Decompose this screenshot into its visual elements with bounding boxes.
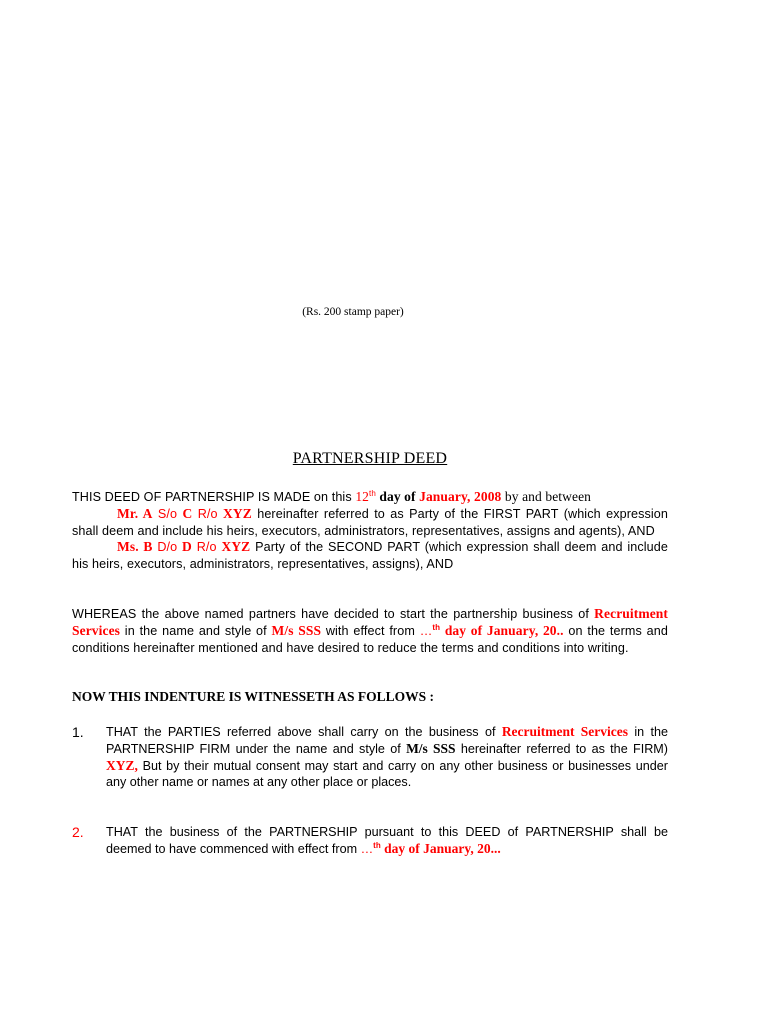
para2-firm: M/s SSS (271, 622, 322, 638)
party2-name: Ms. B (117, 539, 153, 555)
item1-number: 1. (72, 724, 84, 740)
para2-business: Recruitment Services (72, 606, 668, 638)
party1-name: Mr. A (117, 505, 153, 521)
para2-mid: in the name and style of (120, 623, 272, 638)
item2-number: 2. (72, 824, 84, 840)
party2-do: D/o (152, 540, 183, 555)
item1-text-b: in the PARTNERSHIP FIRM under the name and style of (106, 725, 669, 756)
party1-rest: hereinafter referred to as Party of the FIRST PART (which expression shall deem and include his heirs, executors, administrators, representatives, assigns and agents), AND (72, 506, 668, 538)
page-title: PARTNERSHIP DEED (292, 450, 448, 467)
item1-business: Recruitment Services (501, 724, 628, 739)
item2-th: th (373, 840, 381, 850)
item2-dots: … (360, 841, 374, 856)
item1-text-a: THAT the PARTIES referred above shall carry on the business of (106, 725, 502, 739)
para2-effect: with effect from (321, 623, 420, 638)
para1-intro: THIS DEED OF PARTNERSHIP IS MADE on this (72, 490, 356, 504)
party2-xyz: XYZ (221, 539, 251, 555)
para2-day-of: day of January, 20.. (440, 622, 564, 638)
list-item (72, 824, 668, 858)
witness-heading: NOW THIS INDENTURE IS WITNESSETH AS FOLLOWS : (72, 689, 434, 704)
party1-xyz: XYZ (223, 505, 252, 521)
para2-dots: … (419, 623, 433, 638)
list-item (72, 724, 668, 791)
item2-text-a: THAT the business of the PARTNERSHIP pursuant to this DEED of PARTNERSHIP shall be deemed to have commenced with effect from (106, 825, 668, 856)
item2-day: day of January, 20... (380, 840, 501, 856)
para1-date: January, 2008 (419, 489, 502, 504)
party2-ro: R/o (191, 540, 222, 555)
party1-ro: R/o (192, 506, 224, 521)
para1-day-of: day of (375, 489, 420, 504)
party2-rest: Party of the SECOND PART (which expression shall deem and include his heirs, executors, administrators, representatives, assigns), AND (72, 540, 668, 572)
party2-d: D (182, 539, 192, 555)
para2-rest: on the terms and conditions hereinafter mentioned and have desired to reduce the terms and conditions into writing. (72, 623, 668, 655)
para2-th: th (432, 622, 441, 632)
para1-day: 12 (355, 489, 370, 504)
deed-opening-paragraph (72, 489, 668, 573)
para1-by-between: by and between (501, 489, 592, 504)
item1-firm: M/s SSS (406, 740, 456, 756)
item1-xyz: XYZ, (106, 757, 138, 773)
item1-text-d: But by their mutual consent may start and carry on any other business or businesses under any other name or names at any other place or places. (106, 758, 668, 790)
para2-intro: WHEREAS the above named partners have decided to start the partnership business of (72, 607, 595, 621)
stamp-paper-note: (Rs. 200 stamp paper) (302, 306, 404, 318)
whereas-paragraph (72, 606, 668, 656)
para1-day-suffix: th (369, 488, 376, 498)
party1-so: S/o (152, 506, 183, 521)
party1-c: C (182, 505, 193, 521)
item1-text-c: hereinafter referred to as the FIRM) (455, 741, 668, 756)
